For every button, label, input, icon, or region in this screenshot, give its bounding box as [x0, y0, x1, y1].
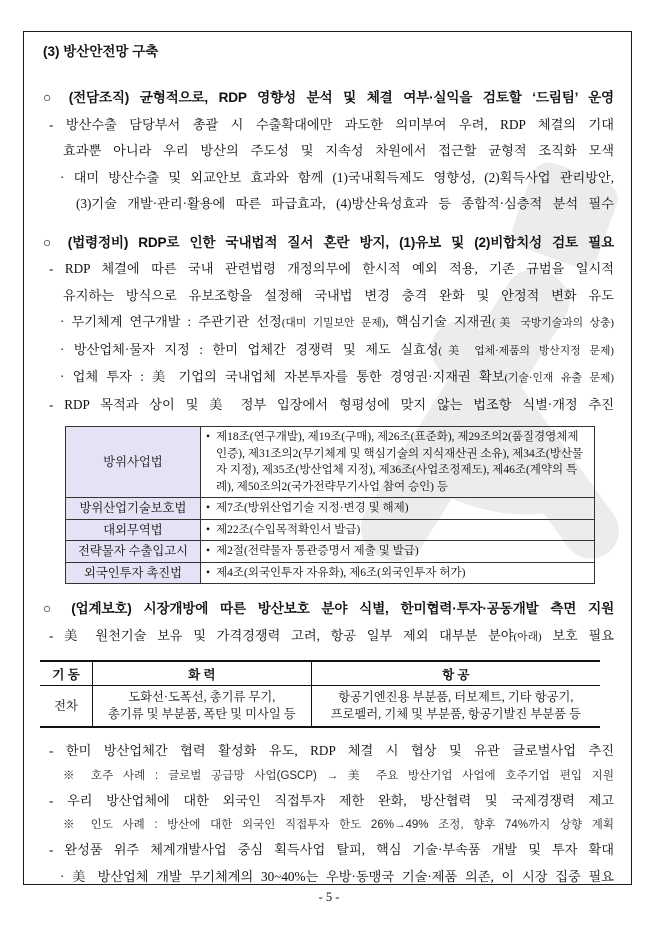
column-header: 화 력 — [93, 661, 312, 686]
section1-line: - 방산수출 담당부서 총괄 시 수출확대에만 과도한 의미부여 우려, RDP 체결의 기대 — [49, 116, 614, 132]
bullet-note-text: (대미 기밀보안 문제) — [281, 317, 386, 329]
table-row — [66, 519, 595, 541]
section3-line — [43, 623, 614, 651]
firepower-cell — [93, 686, 312, 728]
section2-line: - RDP 목적과 상이 및 美 정부 입장에서 형평성에 맞지 않는 법조항 식별·개정 추진 — [49, 396, 614, 412]
bullet-note-text: (기술·인재 유출 문제) — [504, 372, 614, 384]
column-header: 기 동 — [40, 661, 93, 686]
section4-note: ※ 호주 사례 : 글로벌 공급망 사업(GSCP) → 美 주요 방산기업 사업에 호주기업 편입 지원 — [63, 769, 614, 782]
law-articles-cell — [201, 541, 595, 563]
articles-text: 제7조(방위산업기술 지정·변경 및 해제) — [216, 502, 409, 514]
bullet-text: , 핵심기술 지재권 — [385, 314, 493, 329]
mobility-cell: 전차 — [54, 698, 78, 713]
bullet-note-text: (美 국방기술과의 상충) — [492, 317, 615, 329]
law-articles-cell — [201, 427, 595, 498]
section2-bullet — [43, 337, 614, 365]
law-name-cell: 방위산업기술보호법 — [66, 498, 201, 520]
column-header: 항 공 — [311, 661, 600, 686]
law-articles-cell — [201, 498, 595, 520]
bullet-text: · 방산업체·물자 지정 : 한미 업체간 경쟁력 및 제도 실효성 — [60, 341, 439, 357]
section4-line: · 美 방산업체 개발 무기체계의 30~40%는 우방·동맹국 기술·제품 의존, 이 시장 집중 필요 — [60, 868, 614, 884]
bullet-marker: • — [206, 523, 211, 536]
bullet-text: · 업체 투자 : 美 기업의 국내업체 자본투자를 통한 경영권·지재권 확보 — [60, 369, 505, 384]
category-table — [40, 660, 600, 728]
articles-text: 제4조(외국인투자 자유화), 제6조(외국인투자 허가) — [216, 566, 466, 579]
page-content — [23, 31, 632, 885]
page-title: (3) 방산안전망 구축 — [43, 44, 159, 59]
section4-note: ※ 인도 사례 : 방산에 대한 외국인 직접투자 한도 26%→49% 조정, 향후 74%까지 상향 계획 — [63, 819, 614, 831]
cell-line: 도화선·도폭선, 총기류 무기, — [128, 690, 276, 704]
table-row — [66, 562, 595, 584]
cell-line: 항공기엔진용 부분품, 터보제트, 기타 항공기, — [338, 690, 574, 704]
section4-line: - 완성품 위주 체계개발사업 중심 획득사업 탈피, 핵심 기술·부속품 개발 및 투자 확대 — [49, 842, 614, 857]
section1-heading: ○ (전담조직) 균형적으로, RDP 영향성 분석 및 체결 여부·실익을 검토할 ‘드림팀’ 운영 — [43, 90, 614, 105]
table-row — [66, 427, 595, 498]
bullet-marker: • — [206, 545, 211, 557]
bullet-note-text: (美 업체·제품의 방산지정 문제) — [438, 344, 614, 357]
section1-line: · 대미 방산수출 및 외교안보 효과와 함께 (1)국내획득제도 영향성, (2)획득사업 관리방안, — [60, 169, 614, 185]
section2-line: - RDP 체결에 따른 국내 관련법령 개정의무에 한시적 예외 적용, 기존 규범을 일시적 — [49, 261, 614, 276]
section2-line: 유지하는 방식으로 유보조항을 설정해 국내법 변경 충격 완화 및 안정적 변화 유도 — [63, 287, 614, 303]
section3-heading: ○ (업계보호) 시장개방에 따른 방산보호 분야 식별, 한미협력·투자·공동개발 측면 지원 — [43, 601, 614, 616]
law-name-cell: 방위사업법 — [66, 427, 201, 498]
line-text: 보호 필요 — [541, 627, 614, 643]
section1-line: (3)기술 개발·관리·활용에 따른 파급효과, (4)방산육성효과 등 종합적·심층적 분석 필수 — [76, 196, 614, 211]
section2-bullet — [43, 364, 614, 392]
page-number: - 5 - — [318, 890, 340, 904]
law-name-cell: 외국인투자 촉진법 — [66, 562, 201, 584]
section4-line: - 우리 방산업체에 대한 외국인 직접투자 제한 완화, 방산협력 및 국제경쟁력 제고 — [49, 792, 614, 808]
bullet-marker: • — [206, 502, 211, 514]
section2-heading: ○ (법령정비) RDP로 인한 국내법적 질서 혼란 방지, (1)유보 및 (2)비합치성 검토 필요 — [43, 234, 614, 250]
cell-line: 프로펠러, 기체 및 부분품, 항공기발진 부분품 등 — [330, 707, 581, 721]
aviation-cell — [311, 686, 600, 728]
articles-text: 제18조(연구개발), 제19조(구매), 제26조(표준화), 제29조의2(품질경영체제인증), 제31조의2(무기체계 및 핵심기술의 지식재산권 소유), 제34조(방산물자 지정), 제35조(방산업체 지정), 제36조(사업조정제도), 제46조(계약의 특례), 제50조의2(국가전략무기사업 참여 승인) 등 — [216, 431, 584, 493]
law-articles-cell — [201, 562, 595, 584]
cell-line: 총기류 및 부분품, 폭탄 및 미사일 등 — [107, 707, 296, 721]
section1-line: 효과뿐 아니라 우리 방산의 주도성 및 지속성 차원에서 접근할 균형적 조직화 모색 — [63, 143, 614, 158]
bullet-marker: • — [206, 431, 211, 443]
table-row — [40, 686, 600, 728]
articles-text: 제22조(수입목적확인서 발급) — [216, 523, 361, 536]
table-row — [66, 498, 595, 520]
line-text: - 美 원천기술 보유 및 가격경쟁력 고려, 항공 일부 제외 대부분 분야 — [49, 627, 514, 643]
bullet-marker: • — [206, 566, 211, 579]
section4-line: - 한미 방산업체간 협력 활성화 유도, RDP 체결 시 협상 및 유관 글로벌사업 추진 — [49, 743, 614, 758]
law-table — [65, 426, 595, 584]
bullet-text: · 무기체계 연구개발 : 주관기관 선정 — [60, 314, 282, 329]
law-name-cell: 대외무역법 — [66, 519, 201, 541]
articles-text: 제2절(전략물자 통관증명서 제출 및 발급) — [216, 545, 419, 557]
law-articles-cell — [201, 519, 595, 541]
table-row — [66, 541, 595, 563]
section2-bullet — [43, 309, 614, 337]
line-note-text: (아래) — [513, 630, 542, 643]
table-header-row — [40, 661, 600, 686]
law-name-cell: 전략물자 수출입고시 — [66, 541, 201, 563]
